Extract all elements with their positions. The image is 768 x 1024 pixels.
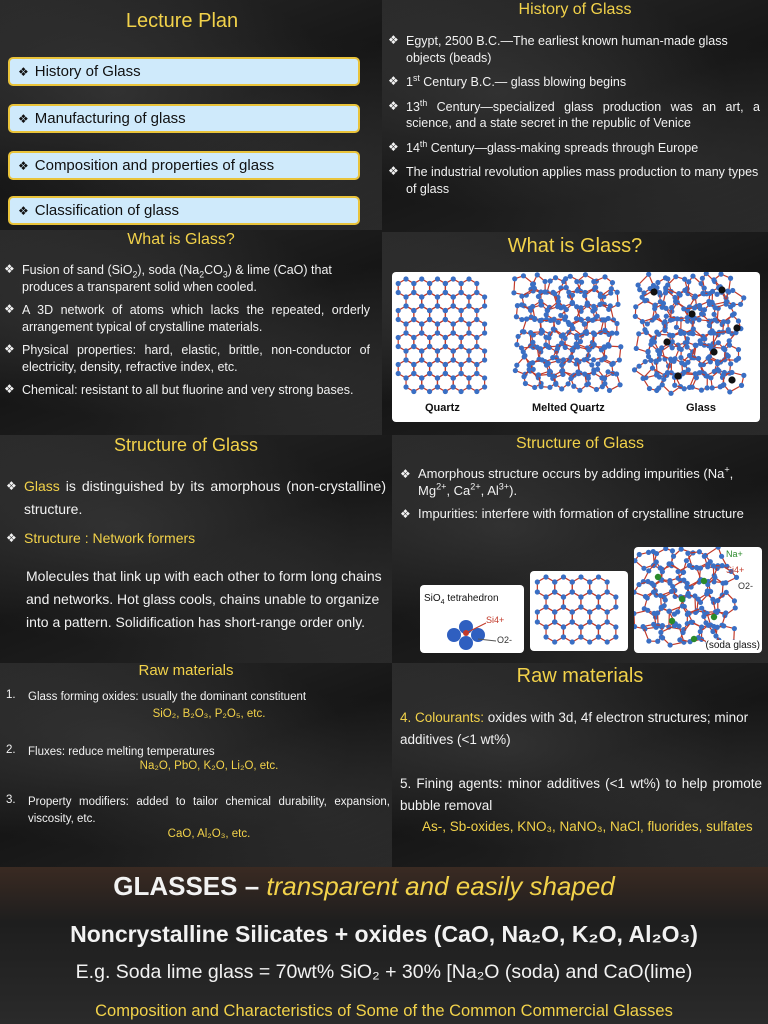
bottom-line-4: Composition and Characteristics of Some of the Common Commercial Glasses xyxy=(95,1002,673,1020)
ion-si-label-soda: Si4+ xyxy=(726,565,745,575)
bottom-banner xyxy=(0,867,768,1024)
lecture-plan-panel xyxy=(0,0,382,230)
structure-right-item: ❖ Amorphous structure occurs by adding impurities (Na+, $Mg^{2+}$, $Ca^{2+}$, $Al^{3+}$). xyxy=(400,464,734,499)
bottom-heading: GLASSES – transparent and easily shaped xyxy=(113,871,615,901)
lecture-plan-item-manufacturing[interactable]: ❖ Manufacturing of glass xyxy=(8,104,360,133)
what-is-glass-title: What is Glass? xyxy=(127,231,235,248)
history-title: History of Glass xyxy=(518,1,632,18)
network-comparison-diagram xyxy=(392,272,760,422)
raw-item: 2. Fluxes: reduce melting temperatures Na₂O, PbO, K₂O, Li₂O, etc. xyxy=(6,743,279,773)
structure-item: ❖ Structure : Network formers xyxy=(6,530,196,547)
lecture-plan-item-classification[interactable]: ❖ Classification of glass xyxy=(8,196,360,225)
diamond-bullet-icon: ❖ xyxy=(18,159,29,173)
raw-item: 1. Glass forming oxides: usually the dominant constituent SiO₂, B₂O₃, P₂O₅, etc. xyxy=(6,689,307,720)
raw-materials-title: Raw materials xyxy=(138,663,234,679)
raw-materials-right-panel xyxy=(392,663,768,867)
raw-materials-left-panel xyxy=(0,663,392,867)
what-is-glass-list xyxy=(4,262,370,399)
what-is-glass-item: ❖ A 3D network of atoms which lacks the repeated, orderly arrangement typical of crystalline materials. xyxy=(4,302,370,334)
history-item: ❖ 13th Century—specialized glass production was an art, a science, and a state secret in the republic of Venice xyxy=(388,97,760,130)
lecture-plan-item-composition[interactable]: ❖ Composition and properties of glass xyxy=(8,151,360,180)
ion-na-label: Na+ xyxy=(726,549,743,559)
crystalline-network-diagram xyxy=(530,571,628,651)
structure-diagram-panel xyxy=(392,435,768,663)
history-item: ❖ Egypt, 2500 B.C.—The earliest known human-made glass objects (beads) xyxy=(388,33,728,65)
structure-right-item: ❖ Impurities: interfere with formation of crystalline structure xyxy=(400,506,744,522)
diamond-bullet-icon: ❖ xyxy=(18,112,29,126)
raw-materials-right-title: Raw materials xyxy=(516,665,644,687)
structure-title: Structure of Glass xyxy=(113,435,259,455)
history-list xyxy=(388,33,760,197)
tetrahedron-label: SiO$_4$ tetrahedron xyxy=(424,593,499,606)
ion-o-label-soda: O2- xyxy=(738,581,754,591)
raw-right-item-5: 5. Fining agents: minor additives (<1 wt%) to help promote bubble removal As-, Sb-oxides, KNO₃, NaNO₃, NaCl, fluorides, sulfates xyxy=(400,776,762,835)
structure-paragraph: Molecules that link up with each other to form long chains and networks. Hot glass cools, chains unable to organize into a pattern. Solidification has short-range order only. xyxy=(26,568,382,631)
structure-text-panel xyxy=(0,435,392,663)
structure-list xyxy=(6,475,386,548)
what-is-glass-diagram-title: What is Glass? xyxy=(507,235,643,257)
what-is-glass-text-panel xyxy=(0,230,382,435)
what-is-glass-item: ❖ Physical properties: hard, elastic, brittle, non-conductor of electricity, density, refractive index, etc. xyxy=(4,342,370,374)
label-melted-quartz: Melted Quartz xyxy=(532,402,605,414)
what-is-glass-item: ❖ Chemical: resistant to all but fluorine and very strong bases. xyxy=(4,382,354,397)
soda-glass-caption: (soda glass) xyxy=(705,640,760,651)
history-panel xyxy=(382,0,768,232)
raw-right-item-4: 4. Colourants: oxides with 3d, 4f electron structures; minor additives (<1 wt%) xyxy=(400,710,749,747)
structure-right-list xyxy=(400,465,762,522)
ion-o-label: O2- xyxy=(497,635,513,645)
diamond-bullet-icon: ❖ xyxy=(18,65,29,79)
what-is-glass-diagram-panel xyxy=(382,232,768,435)
lecture-plan-title: Lecture Plan xyxy=(125,10,239,32)
bottom-line-2: Noncrystalline Silicates + oxides (CaO, Na₂O, K₂O, Al₂O₃) xyxy=(70,921,698,947)
raw-list xyxy=(6,689,390,840)
structure-right-title: Structure of Glass xyxy=(515,435,645,452)
lecture-plan-item-history[interactable]: ❖ History of Glass xyxy=(8,57,360,86)
history-item: ❖ 14th Century—glass-making spreads through Europe xyxy=(388,138,699,155)
diamond-bullet-icon: ❖ xyxy=(18,204,29,218)
what-is-glass-item: ❖ Fusion of sand (SiO$_2$), soda $(Na_2CO_3)$ & lime (CaO) that produces a transparent solid when cooled. xyxy=(4,262,332,294)
tetrahedron-diagram xyxy=(420,585,524,653)
bottom-line-3: E.g. Soda lime glass = 70wt% SiO₂ + 30% [Na₂O (soda) and CaO(lime) xyxy=(75,961,693,983)
label-glass: Glass xyxy=(686,402,716,414)
history-item: ❖ The industrial revolution applies mass production to many types of glass xyxy=(388,164,759,196)
ion-si-label: Si4+ xyxy=(486,615,505,625)
raw-item: 3. Property modifiers: added to tailor chemical durability, expansion, viscosity, etc. CaO, Al₂O₃, etc. xyxy=(6,794,390,840)
soda-glass-diagram xyxy=(634,547,762,653)
network-svg xyxy=(392,272,760,422)
label-quartz: Quartz xyxy=(425,402,460,414)
history-item: ❖ 1st Century B.C.— glass blowing begins xyxy=(388,72,627,89)
structure-item: ❖ Glass is distinguished by its amorphous (non-crystalline) structure. xyxy=(6,478,386,518)
crystalline-network-svg xyxy=(530,571,628,651)
soda-glass-svg xyxy=(634,547,762,653)
